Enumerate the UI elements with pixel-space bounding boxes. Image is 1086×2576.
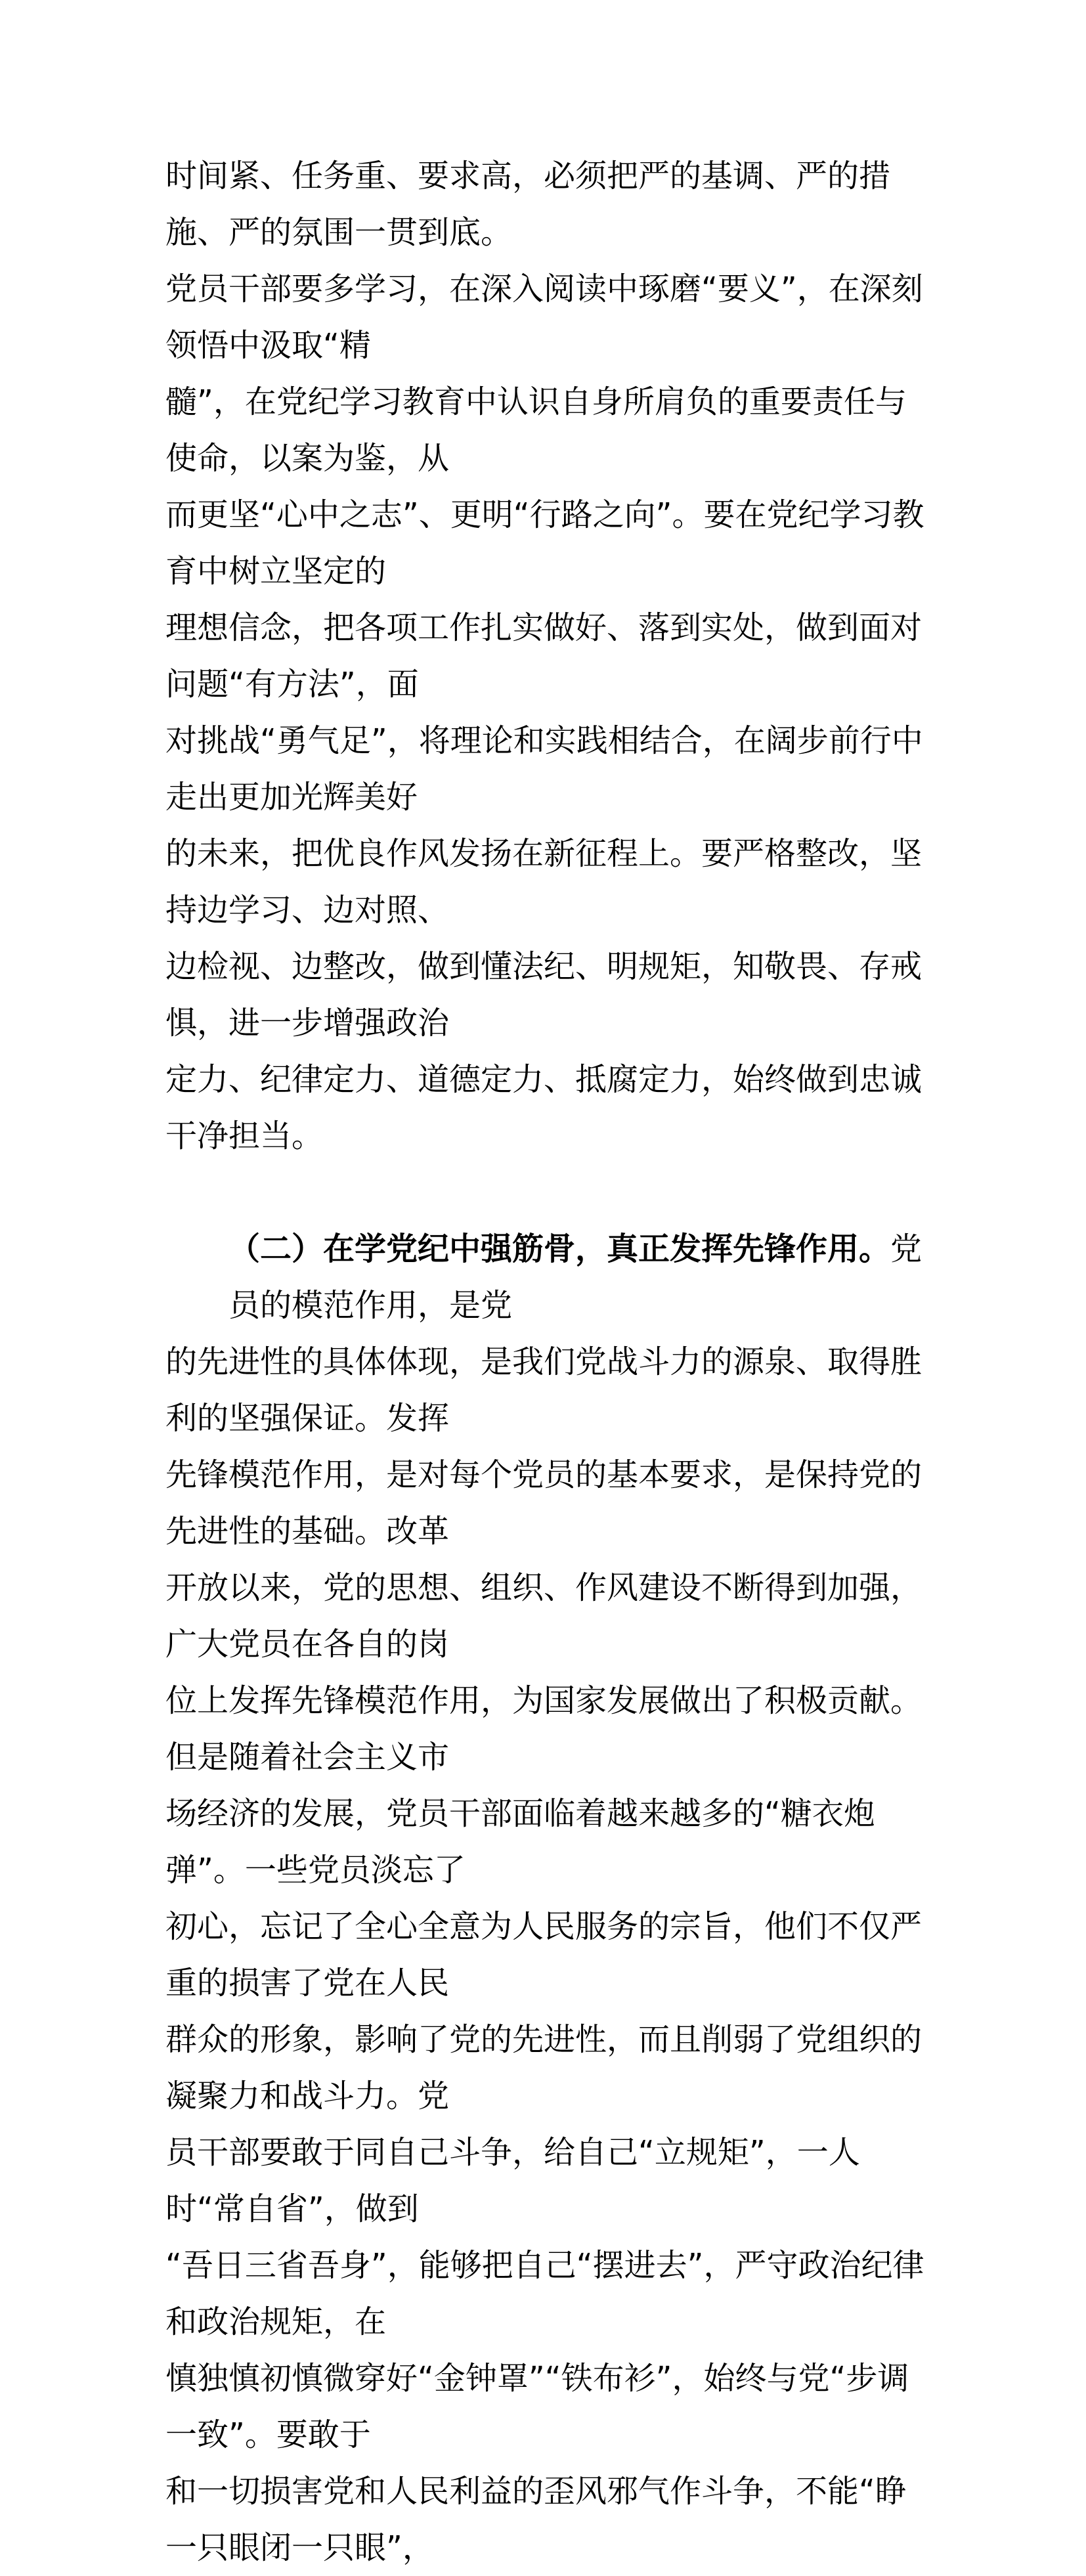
paragraph-2 (165, 1221, 927, 2576)
text-line: 的先进性的具体体现，是我们党战斗力的源泉、取得胜利的坚强保证。发挥 (165, 1343, 923, 1437)
text-line: 理想信念，把各项工作扎实做好、落到实处，做到面对问题“有方法”，面 (165, 609, 923, 703)
text-line: 群众的形象，影响了党的先进性，而且削弱了党组织的凝聚力和战斗力。党 (165, 2021, 923, 2114)
text-line: 先锋模范作用，是对每个党员的基本要求，是保持党的先进性的基础。改革 (165, 1456, 923, 1550)
text-line: 而更坚“心中之志”、更明“行路之向”。要在党纪学习教育中树立坚定的 (165, 496, 924, 590)
text-line: 和一切损害党和人民利益的歪风邪气作斗争，不能“睁一只眼闭一只眼”， (165, 2473, 907, 2566)
text-line: 时间紧、任务重、要求高，必须把严的基调、严的措施、严的氛围一贯到底。 (165, 158, 891, 251)
text-line: 员干部要敢于同自己斗争，给自己“立规矩”，一人时“常自省”，做到 (165, 2134, 860, 2227)
text-line: 的未来，把优良作风发扬在新征程上。要严格整改，坚持边学习、边对照、 (165, 835, 923, 928)
text-line: 场经济的发展，党员干部面临着越来越多的“糖衣炮弹”。一些党员淡忘了 (165, 1795, 875, 1888)
document-page (165, 148, 927, 2576)
paragraph-gap (165, 1164, 927, 1221)
paragraph-1 (165, 148, 927, 1164)
text-line: 慎独慎初慎微穿好“金钟罩”“铁布衫”，始终与党“步调一致”。要敢于 (165, 2360, 909, 2453)
text-line: 对挑战“勇气足”，将理论和实践相结合，在阔步前行中走出更加光辉美好 (165, 722, 923, 816)
text-line: 开放以来，党的思想、组织、作风建设不断得到加强，广大党员在各自的岗 (165, 1569, 923, 1663)
text-line: 初心，忘记了全心全意为人民服务的宗旨，他们不仅严重的损害了党在人民 (165, 1908, 923, 2001)
text-line: 髓”，在党纪学习教育中认识自身所肩负的重要责任与使命，以案为鉴，从 (165, 383, 907, 477)
text-line-first (165, 1221, 927, 1334)
text-line: “吾日三省吾身”，能够把自己“摆进去”，严守政治纪律和政治规矩，在 (165, 2247, 924, 2340)
text-line: 定力、纪律定力、道德定力、抵腐定力，始终做到忠诚干净担当。 (165, 1061, 923, 1154)
text-run: 党员的模范作用，是党 (228, 1231, 923, 1324)
text-line: 边检视、边整改，做到懂法纪、明规矩，知敬畏、存戒惧，进一步增强政治 (165, 948, 923, 1041)
text-line: 位上发挥先锋模范作用，为国家发展做出了积极贡献。但是随着社会主义市 (165, 1682, 923, 1776)
text-line: 党员干部要多学习，在深入阅读中琢磨“要义”，在深刻领悟中汲取“精 (165, 271, 923, 364)
section-heading: （二）在学党纪中强筋骨，真正发挥先锋作用。 (228, 1231, 891, 1267)
